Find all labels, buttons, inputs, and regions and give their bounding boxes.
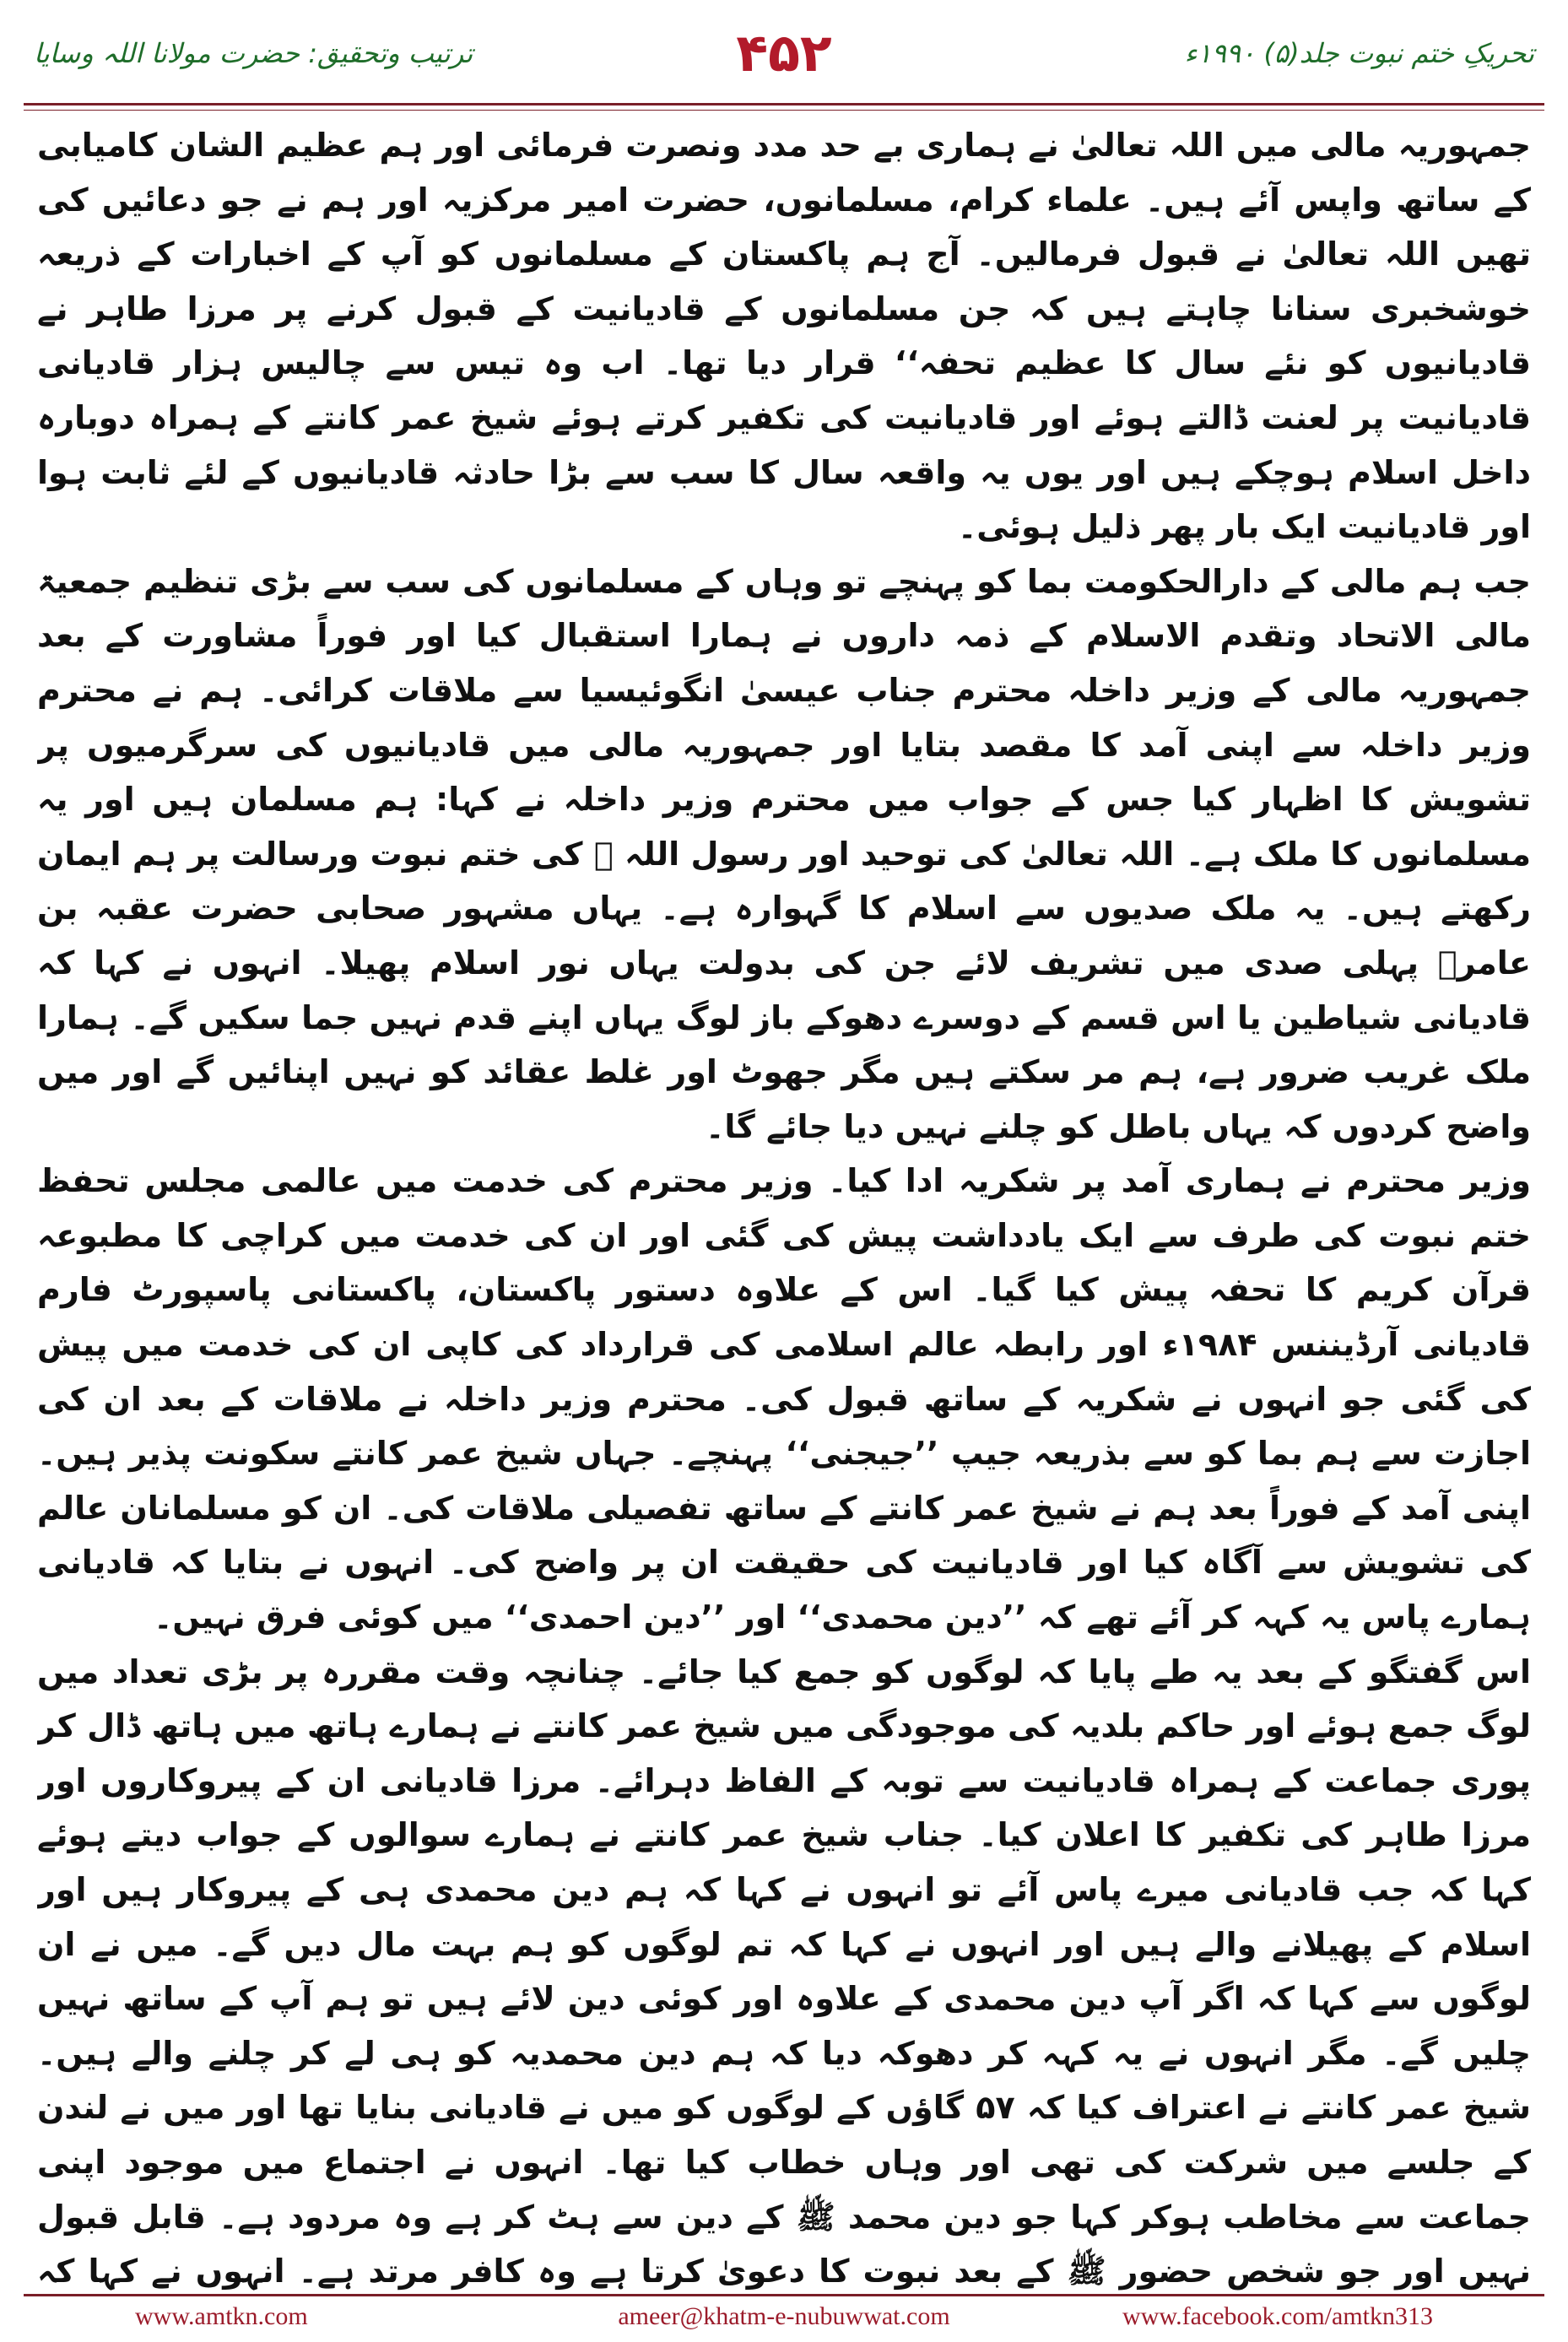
paragraph-1: جمہوریہ مالی میں اللہ تعالیٰ نے ہماری بے حد مدد ونصرت فرمائی اور ہم عظیم الشان کامیابی کے ساتھ واپس آئے ہیں۔ علماء کرام، مسلمانوں، حضرت امیر مرکزیہ اور ہم نے جو دعائیں کی تھیں اللہ تعالیٰ نے قبول فرمالیں۔ آج ہم پاکستان کے مسلمانوں کو آپ کے اخبارات کے ذریعہ خوشخبری سنانا چاہتے ہیں کہ جن مسلمانوں کے قادیانیت کے قبول کرنے پر مرزا طاہر نے قادیانیوں کو نئے سال کا عظیم تحفہ‘‘ قرار دیا تھا۔ اب وہ تیس سے چالیس ہزار قادیانی قادیانیت پر لعنت ڈالتے ہوئے اور قادیانیت کی تکفیر کرتے ہوئے شیخ عمر کانتے کے ہمراہ دوبارہ داخل اسلام ہوچکے ہیں اور یوں یہ واقعہ سال کا سب سے بڑا حادثہ قادیانیوں کے لئے ثابت ہوا اور قادیانیت ایک بار پھر ذلیل ہوئی۔ — [37, 127, 1531, 546]
facebook-link[interactable]: www.facebook.com/amtkn313 — [1122, 2302, 1433, 2330]
email-link[interactable]: ameer@khatm-e-nubuwwat.com — [618, 2302, 950, 2330]
header-divider — [24, 103, 1544, 105]
body-text — [37, 118, 1531, 2304]
website-link[interactable]: www.amtkn.com — [135, 2302, 308, 2330]
compiler-credit: ترتیب وتحقیق: حضرت مولانا اللہ وسایا — [34, 37, 473, 69]
book-title: تحریکِ ختم نبوت جلد(۵) ۱۹۹۰ء — [1184, 37, 1534, 69]
paragraph-4: اس گفتگو کے بعد یہ طے پایا کہ لوگوں کو جمع کیا جائے۔ چنانچہ وقت مقررہ پر بڑی تعداد میں لوگ جمع ہوئے اور حاکم بلدیہ کی موجودگی میں شیخ عمر کانتے نے ہمارے ہاتھ میں ہاتھ ڈال کر پوری جماعت کے ہمراہ قادیانیت سے توبہ کے الفاظ دہرائے۔ مرزا قادیانی ان کے پیروکاروں اور مرزا طاہر کی تکفیر کا اعلان کیا۔ جناب شیخ عمر کانتے نے ہمارے سوالوں کے جواب دیتے ہوئے کہا کہ جب قادیانی میرے پاس آئے تو انہوں نے کہا کہ ہم دین محمدی ہی کے پیروکار ہیں اور اسلام کے پھیلانے والے ہیں اور انہوں نے کہا کہ تم لوگوں کو ہم بہت مال دیں گے۔ میں نے ان لوگوں سے کہا کہ اگر آپ دین محمدی کے علاوہ اور کوئی دین لائے ہیں تو ہم آپ کے ساتھ نہیں چلیں گے۔ مگر انہوں نے یہ کہہ کر دھوکہ دیا کہ ہم دین محمدیہ کو ہی لے کر چلنے والے ہیں۔ شیخ عمر کانتے نے اعتراف کیا کہ ۵۷ گاؤں کے لوگوں کو میں نے قادیانی بنایا تھا اور میں نے لندن کے جلسے میں شرکت کی تھی اور وہاں خطاب کیا تھا۔ انہوں نے اجتماع میں موجود اپنی جماعت سے مخاطب ہوکر کہا جو دین محمد ﷺ کے دین سے ہٹ کر ہے وہ مردود ہے۔ قابل قبول نہیں اور جو شخص حضور ﷺ کے بعد نبوت کا دعویٰ کرتا ہے وہ کافر مرتد ہے۔ انہوں نے کہا کہ — [37, 1652, 1531, 2291]
paragraph-2: جب ہم مالی کے دارالحکومت بما کو پہنچے تو وہاں کے مسلمانوں کی سب سے بڑی تنظیم جمعیۃ مالی الاتحاد وتقدم الاسلام کے ذمہ داروں نے ہمارا استقبال کیا اور فوراً مشاورت کے بعد جمہوریہ مالی کے وزیر داخلہ محترم جناب عیسیٰ انگوئیسیا سے ملاقات کرائی۔ ہم نے محترم وزیر داخلہ سے اپنی آمد کا مقصد بتایا اور جمہوریہ مالی میں قادیانیوں کی سرگرمیوں پر تشویش کا اظہار کیا جس کے جواب میں محترم وزیر داخلہ نے کہا: ہم مسلمان ہیں اور یہ مسلمانوں کا ملک ہے۔ اللہ تعالیٰ کی توحید اور رسول اللہ ﷺ کی ختم نبوت ورسالت پر ہم ایمان رکھتے ہیں۔ یہ ملک صدیوں سے اسلام کا گہوارہ ہے۔ یہاں مشہور صحابی حضرت عقبہ بن عامرؓ پہلی صدی میں تشریف لائے جن کی بدولت یہاں نور اسلام پھیلا۔ انہوں نے کہا کہ قادیانی شیاطین یا اس قسم کے دوسرے دھوکے باز لوگ یہاں اپنے قدم نہیں جما سکیں گے۔ ہمارا ملک غریب ضرور ہے، ہم مر سکتے ہیں مگر جھوٹ اور غلط عقائد کو نہیں اپنائیں گے اور میں واضح کردوں کہ یہاں باطل کو چلنے نہیں دیا جائے گا۔ — [37, 562, 1531, 1145]
header-divider-thin — [24, 110, 1544, 111]
page-number: ۴۵۲ — [736, 22, 832, 84]
page-header — [34, 24, 1534, 95]
paragraph-3: وزیر محترم نے ہماری آمد پر شکریہ ادا کیا۔ وزیر محترم کی خدمت میں عالمی مجلس تحفظ ختم نبوت کی طرف سے ایک یادداشت پیش کی گئی اور ان کی خدمت میں کراچی کا مطبوعہ قرآن کریم کا تحفہ پیش کیا گیا۔ اس کے علاوہ دستور پاکستان، پاکستانی پاسپورٹ فارم قادیانی آرڈیننس ۱۹۸۴ء اور رابطہ عالم اسلامی کی قرارداد کی کاپی ان کی خدمت میں پیش کی گئی جو انہوں نے شکریہ کے ساتھ قبول کی۔ محترم وزیر داخلہ نے ملاقات کے بعد ان کی اجازت سے ہم بما کو سے بذریعہ جیپ ’’جیجنی‘‘ پہنچے۔ جہاں شیخ عمر کانتے سکونت پذیر ہیں۔ اپنی آمد کے فوراً بعد ہم نے شیخ عمر کانتے کے ساتھ تفصیلی ملاقات کی۔ ان کو مسلمانان عالم کی تشویش سے آگاہ کیا اور قادیانیت کی حقیقت ان پر واضح کی۔ انہوں نے بتایا کہ قادیانی ہمارے پاس یہ کہہ کر آئے تھے کہ ’’دین محمدی‘‘ اور ’’دین احمدی‘‘ میں کوئی فرق نہیں۔ — [37, 1162, 1531, 1636]
footer-divider — [24, 2294, 1544, 2296]
page-footer — [135, 2302, 1433, 2336]
